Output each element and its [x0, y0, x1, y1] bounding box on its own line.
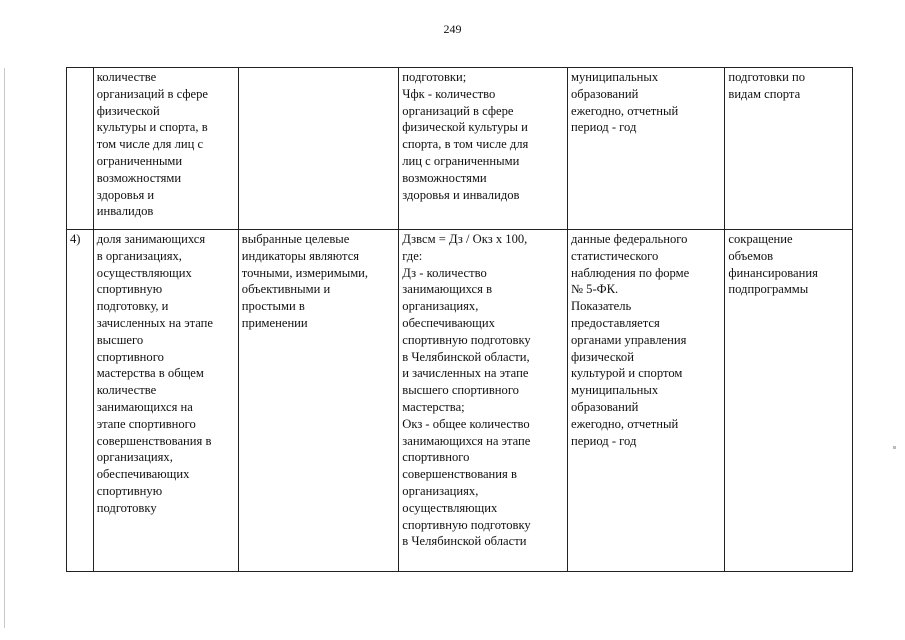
- row-number-cell: [67, 230, 94, 572]
- source-cell: [567, 230, 724, 572]
- formula-text: Дзвсм = Дз / Окз х 100, где: Дз - количество занимающихся в организациях, обеспечивающих спортивную подготовку в Челябинской области, и зачисленных на этапе высшего спортивного мастерства; Окз - общее количество занимающихся на этапе спортивного совершенствования в организациях, осуществляющих спортивную подготовку в Челябинской области: [402, 232, 531, 549]
- formula-cell: [399, 230, 568, 572]
- row-number-cell: [67, 68, 94, 230]
- characteristic-cell: [238, 230, 398, 572]
- table-row: [67, 230, 853, 572]
- scan-edge-line: [4, 68, 5, 628]
- factors-cell: [725, 230, 853, 572]
- indicator-cell: [93, 68, 238, 230]
- table-row: [67, 68, 853, 230]
- indicator-cell: [93, 230, 238, 572]
- indicator-text: доля занимающихся в организациях, осуществляющих спортивную подготовку, и зачисленных на этапе высшего спортивного мастерства в общем количестве занимающихся на этапе спортивного совершенствования в организациях, обеспечивающих спортивную подготовку: [96, 232, 214, 515]
- indicator-text: количестве организаций в сфере физической культуры и спорта, в том числе для лиц с ограниченными возможностями здоровья и инвалидов: [96, 70, 208, 219]
- indicators-table: [66, 67, 853, 572]
- formula-text: подготовки; Чфк - количество организаций в сфере физической культуры и спорта, в том числе для лиц с ограниченными возможностями здоровья и инвалидов: [402, 70, 529, 202]
- source-text: муниципальных образований ежегодно, отчетный период - год: [570, 70, 679, 135]
- page-number: 249: [443, 22, 462, 36]
- formula-cell: [399, 68, 568, 230]
- factors-cell: [725, 68, 853, 230]
- factors-text: подготовки по видам спорта: [728, 70, 806, 101]
- scan-speck: [893, 446, 896, 449]
- row-number: 4): [70, 232, 81, 246]
- source-cell: [567, 68, 724, 230]
- source-text: данные федерального статистического наблюдения по форме № 5-ФК. Показатель предоставляется органами управления физической культурой и спортом муниципальных образований ежегодно, отчетный период - год: [570, 232, 690, 448]
- factors-text: сокращение объемов финансирования подпрограммы: [728, 232, 818, 297]
- characteristic-cell: [238, 68, 398, 230]
- characteristic-text: выбранные целевые индикаторы являются точными, измеримыми, объективными и простыми в применении: [241, 232, 369, 330]
